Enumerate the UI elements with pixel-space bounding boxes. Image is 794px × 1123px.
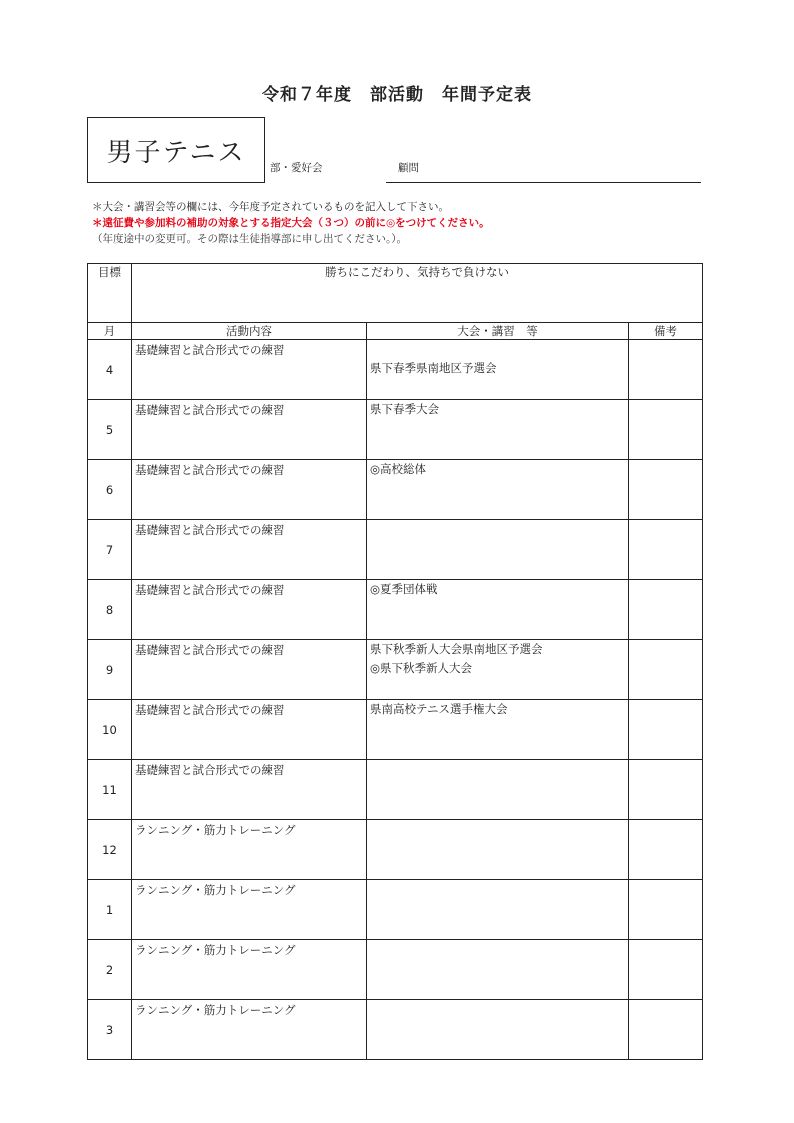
table-row [88, 460, 703, 520]
remarks-cell [629, 820, 703, 880]
remarks-cell [629, 460, 703, 520]
event-line-1 [370, 520, 628, 539]
event-line-1: ◎高校総体 [370, 462, 427, 476]
activity-cell: 基礎練習と試合形式での練習 [132, 400, 367, 460]
remarks-cell [629, 580, 703, 640]
activity-cell: 基礎練習と試合形式での練習 [132, 760, 367, 820]
event-line-2: ◎県下秋季新人大会 [370, 661, 473, 675]
goal-text: 勝ちにこだわり、気持ちで負けない [132, 264, 703, 323]
note-line-3: （年度途中の変更可。その際は生徒指導部に申し出てください。）。 [92, 233, 407, 245]
activity-cell: ランニング・筋力トレーニング [132, 880, 367, 940]
event-line-2 [370, 779, 628, 798]
table-row [88, 640, 703, 700]
activity-cell: 基礎練習と試合形式での練習 [132, 520, 367, 580]
advisor-underline [386, 182, 701, 183]
table-row [88, 700, 703, 760]
activity-cell: ランニング・筋力トレーニング [132, 940, 367, 1000]
header-remarks: 備考 [629, 323, 703, 340]
events-cell [367, 880, 629, 940]
club-name-box [87, 117, 265, 183]
event-line-2 [370, 719, 628, 738]
remarks-cell [629, 520, 703, 580]
month-cell: 9 [88, 640, 132, 700]
header-month: 月 [88, 323, 132, 340]
remarks-cell [629, 880, 703, 940]
table-row [88, 520, 703, 580]
remarks-cell [629, 400, 703, 460]
events-cell [367, 700, 629, 760]
activity-cell: ランニング・筋力トレーニング [132, 1000, 367, 1060]
club-name: 男子テニス [106, 137, 246, 168]
activity-cell: 基礎練習と試合形式での練習 [132, 700, 367, 760]
events-cell [367, 760, 629, 820]
event-line-1 [370, 340, 628, 359]
annual-schedule-table [87, 263, 703, 1060]
event-line-2 [370, 419, 628, 438]
event-line-1 [370, 820, 628, 839]
header-activity: 活動内容 [132, 323, 367, 340]
event-line-1 [370, 940, 628, 959]
event-line-1: ◎夏季団体戦 [370, 582, 438, 596]
event-line-1 [370, 1000, 628, 1019]
page-title: 令和７年度 部活動 年間予定表 [262, 85, 532, 105]
remarks-cell [629, 640, 703, 700]
activity-cell: 基礎練習と試合形式での練習 [132, 580, 367, 640]
event-line-2 [370, 899, 628, 918]
events-cell [367, 460, 629, 520]
remarks-cell [629, 340, 703, 400]
header-events: 大会・講習 等 [367, 323, 629, 340]
month-cell: 5 [88, 400, 132, 460]
event-line-2 [370, 599, 628, 618]
remarks-cell [629, 940, 703, 1000]
remarks-cell [629, 760, 703, 820]
note-line-2: ＊遠征費や参加料の補助の対象とする指定大会（３つ）の前に◎をつけてください。 [92, 217, 490, 229]
event-line-2 [370, 539, 628, 558]
activity-cell: 基礎練習と試合形式での練習 [132, 340, 367, 400]
table-row [88, 340, 703, 400]
month-cell: 8 [88, 580, 132, 640]
events-cell [367, 1000, 629, 1060]
month-cell: 11 [88, 760, 132, 820]
table-row [88, 940, 703, 1000]
activity-cell: 基礎練習と試合形式での練習 [132, 640, 367, 700]
table-row [88, 760, 703, 820]
month-cell: 12 [88, 820, 132, 880]
remarks-cell [629, 1000, 703, 1060]
event-line-1: 県下秋季新人大会県南地区予選会 [370, 642, 543, 656]
instructions [92, 199, 490, 247]
remarks-cell [629, 700, 703, 760]
events-cell [367, 640, 629, 700]
club-type-label: 部・愛好会 [270, 162, 323, 174]
event-line-1: 県南高校テニス選手権大会 [370, 702, 508, 716]
note-line-1: ＊大会・講習会等の欄には、今年度予定されているものを記入して下さい。 [92, 201, 449, 213]
goal-label: 目標 [88, 264, 132, 323]
event-line-2 [370, 1019, 628, 1038]
event-line-2 [370, 959, 628, 978]
month-cell: 2 [88, 940, 132, 1000]
activity-cell: 基礎練習と試合形式での練習 [132, 460, 367, 520]
event-line-2 [370, 479, 628, 498]
event-line-2: 県下春季県南地区予選会 [370, 361, 497, 375]
events-cell [367, 340, 629, 400]
table-row [88, 580, 703, 640]
month-cell: 4 [88, 340, 132, 400]
table-row [88, 1000, 703, 1060]
event-line-2 [370, 839, 628, 858]
header-row [88, 323, 703, 340]
table-row [88, 880, 703, 940]
month-cell: 7 [88, 520, 132, 580]
event-line-1: 県下春季大会 [370, 402, 439, 416]
events-cell [367, 940, 629, 1000]
events-cell [367, 520, 629, 580]
event-line-1 [370, 760, 628, 779]
events-cell [367, 820, 629, 880]
month-cell: 3 [88, 1000, 132, 1060]
table-row [88, 820, 703, 880]
activity-cell: ランニング・筋力トレーニング [132, 820, 367, 880]
table-row [88, 400, 703, 460]
month-cell: 10 [88, 700, 132, 760]
events-cell [367, 580, 629, 640]
month-cell: 6 [88, 460, 132, 520]
events-cell [367, 400, 629, 460]
advisor-label: 顧問 [398, 162, 419, 174]
goal-row [88, 264, 703, 323]
event-line-1 [370, 880, 628, 899]
month-cell: 1 [88, 880, 132, 940]
